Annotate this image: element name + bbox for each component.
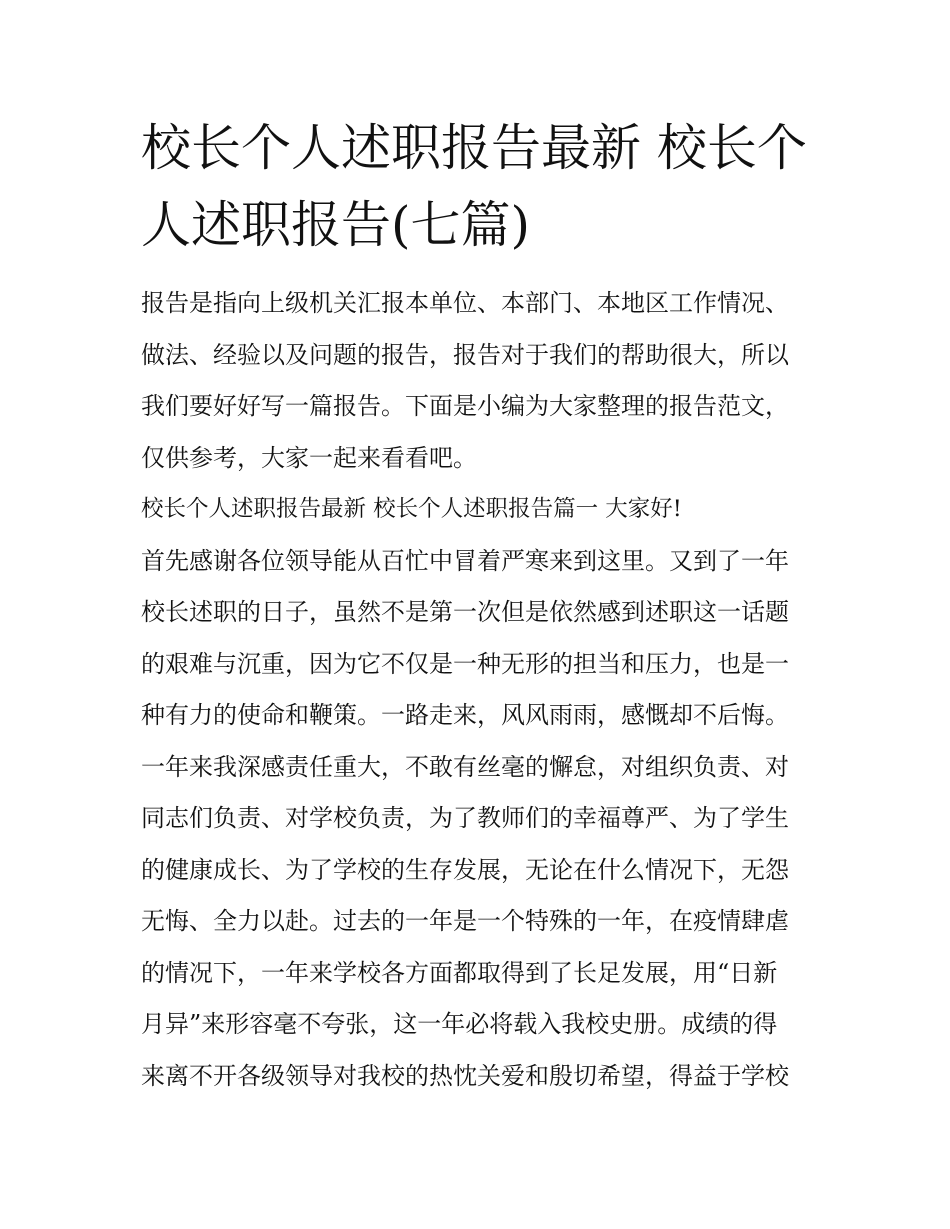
body-line: 来离不开各级领导对我校的热忱关爱和殷切希望，得益于学校: [141, 1061, 789, 1090]
title-line: 人述职报告(七篇): [141, 196, 531, 254]
body-line: 月异”来形容毫不夸张，这一年必将载入我校史册。成绩的得: [141, 1010, 778, 1038]
intro-line: 仅供参考，大家一起来看看吧。: [141, 443, 477, 472]
body-line: 一年来我深感责任重大，不敢有丝毫的懈怠，对组织负责、对: [141, 752, 789, 781]
intro-line: 报告是指向上级机关汇报本单位、本部门、本地区工作情况、: [141, 289, 789, 317]
body-line: 种有力的使命和鞭策。一路走来，风风雨雨，感慨却不后悔。: [141, 701, 789, 729]
intro-line: 做法、经验以及问题的报告，报告对于我们的帮助很大，所以: [141, 340, 789, 369]
body-line: 校长述职的日子，虽然不是第一次但是依然感到述职这一话题: [141, 598, 789, 626]
body-line: 的情况下，一年来学校各方面都取得到了长足发展，用“日新: [141, 958, 778, 987]
document-title: [141, 110, 821, 264]
intro-line: 我们要好好写一篇报告。下面是小编为大家整理的报告范文，: [141, 392, 789, 420]
section-heading: 校长个人述职报告最新 校长个人述职报告篇一 大家好!: [141, 496, 682, 522]
body-line: 的健康成长、为了学校的生存发展，无论在什么情况下，无怨: [141, 855, 789, 884]
body-line: 首先感谢各位领导能从百忙中冒着严寒来到这里。又到了一年: [141, 546, 789, 575]
body-line: 无悔、全力以赴。过去的一年是一个特殊的一年，在疫情肆虐: [141, 907, 789, 935]
body-line: 的艰难与沉重，因为它不仅是一种无形的担当和压力，也是一: [141, 649, 789, 678]
body-line: 同志们负责、对学校负责，为了教师们的幸福尊严、为了学生: [141, 804, 789, 832]
title-line: 校长个人述职报告最新 校长个: [141, 119, 807, 177]
document-body: [141, 280, 821, 1104]
